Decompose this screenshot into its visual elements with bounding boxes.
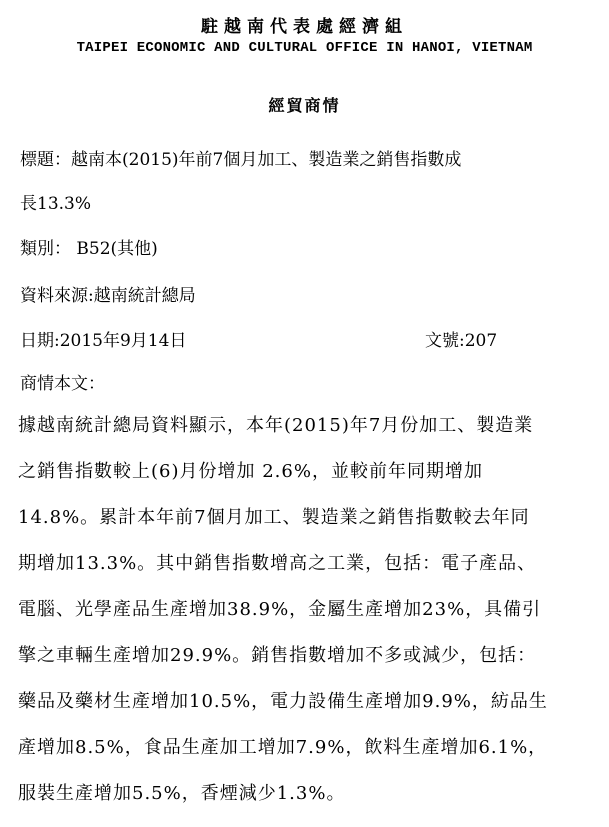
category-field: 類別： B52(其他): [20, 239, 158, 259]
body-line: 產增加8.5%，食品生產加工增加7.9%，飲料生產增加6.1%，: [18, 737, 548, 758]
source-field: 資料來源:越南統計總局: [20, 286, 196, 306]
body-line: 電腦、光學產品生產增加38.9%，金屬生產增加23%，具備引: [18, 599, 542, 620]
title-field: [20, 148, 595, 236]
body-line: 服裝生產增加5.5%，香煙減少1.3%。: [18, 783, 346, 804]
document-type-heading: 經貿商情: [268, 96, 341, 115]
date-field: 日期:2015年9月14日: [20, 331, 187, 351]
body-line: 之銷售指數較上(6)月份增加 2.6%，並較前年同期增加: [18, 461, 483, 482]
body-heading: 商情本文：: [20, 374, 105, 394]
title-line-2: 長13.3%: [20, 194, 92, 214]
date-row: [20, 329, 595, 353]
body-line: 期增加13.3%。其中銷售指數增高之工業，包括：電子產品、: [18, 553, 537, 574]
title-line-1: 標題：越南本(2015)年前7個月加工、製造業之銷售指數成: [20, 150, 462, 170]
body-line: 據越南統計總局資料顯示，本年(2015)年7月份加工、製造業: [18, 415, 534, 436]
body-text: [18, 413, 593, 827]
document-number-field: 文號:207: [425, 331, 498, 351]
body-line: 藥品及藥材生產增加10.5%，電力設備生產增加9.9%，紡品生: [18, 691, 548, 712]
organization-name-english: TAIPEI ECONOMIC AND CULTURAL OFFICE IN HANOI, VIETNAM: [76, 40, 533, 56]
body-line: 擎之車輛生產增加29.9%。銷售指數增加不多或減少，包括：: [18, 645, 537, 666]
body-line: 14.8%。累計本年前7個月加工、製造業之銷售指數較去年同: [18, 507, 530, 528]
organization-name-chinese: 駐越南代表處經濟組: [201, 17, 408, 37]
